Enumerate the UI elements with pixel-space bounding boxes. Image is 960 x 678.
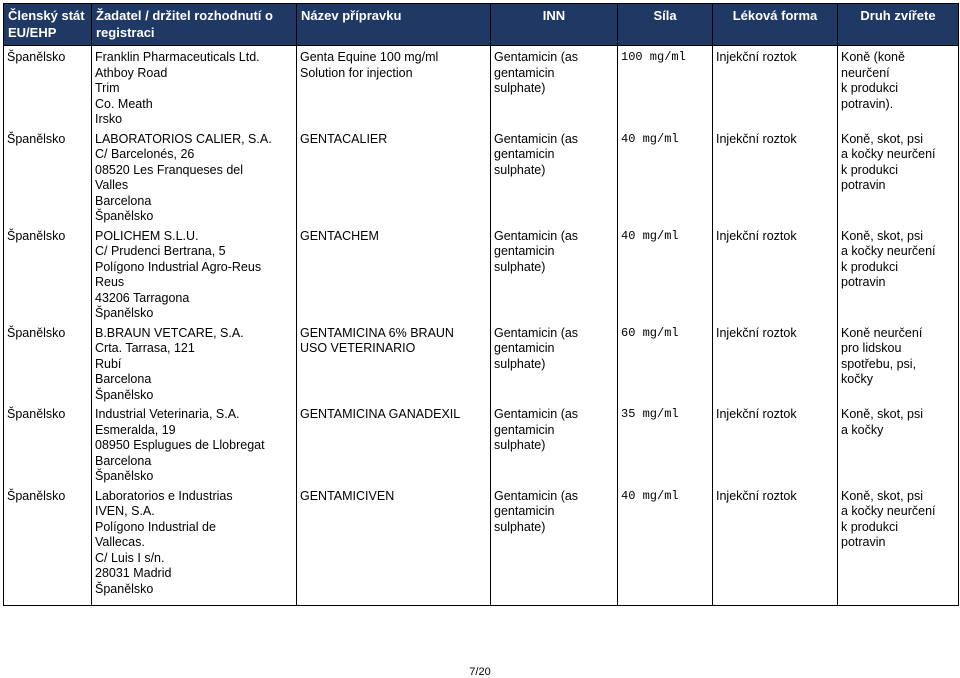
- cell-inn: Gentamicin (as gentamicin sulphate): [491, 227, 618, 324]
- cell-product-name: GENTAMICIVEN: [297, 487, 491, 606]
- cell-holder: POLICHEM S.L.U. C/ Prudenci Bertrana, 5 Polígono Industrial Agro-Reus Reus 43206 Tarragona Španělsko: [92, 227, 297, 324]
- header-strength: Síla: [618, 4, 713, 46]
- cell-holder: LABORATORIOS CALIER, S.A. C/ Barcelonés, 26 08520 Les Franqueses del Valles Barcelona Španělsko: [92, 130, 297, 227]
- cell-product-name: GENTAMICINA 6% BRAUN USO VETERINARIO: [297, 324, 491, 406]
- cell-country: Španělsko: [4, 227, 92, 324]
- cell-form: Injekční roztok: [713, 487, 838, 606]
- cell-strength: 60 mg/ml: [618, 324, 713, 406]
- header-inn: INN: [491, 4, 618, 46]
- header-product-name: Název přípravku: [297, 4, 491, 46]
- cell-strength: 40 mg/ml: [618, 227, 713, 324]
- cell-species: Koně, skot, psi a kočky neurčení k produkci potravin: [838, 227, 959, 324]
- cell-species: Koně neurčení pro lidskou spotřebu, psi, kočky: [838, 324, 959, 406]
- cell-product-name: GENTAMICINA GANADEXIL: [297, 405, 491, 487]
- cell-inn: Gentamicin (as gentamicin sulphate): [491, 487, 618, 606]
- header-holder: Žadatel / držitel rozhodnutí o registraci: [92, 4, 297, 46]
- cell-product-name: Genta Equine 100 mg/ml Solution for injection: [297, 46, 491, 130]
- cell-form: Injekční roztok: [713, 227, 838, 324]
- cell-strength: 35 mg/ml: [618, 405, 713, 487]
- cell-holder: Laboratorios e Industrias IVEN, S.A. Polígono Industrial de Vallecas. C/ Luis I s/n. 28031 Madrid Španělsko: [92, 487, 297, 606]
- cell-inn: Gentamicin (as gentamicin sulphate): [491, 324, 618, 406]
- table-row: [4, 324, 959, 406]
- table-row: [4, 405, 959, 487]
- cell-country: Španělsko: [4, 46, 92, 130]
- cell-holder: Industrial Veterinaria, S.A. Esmeralda, 19 08950 Esplugues de Llobregat Barcelona Španělsko: [92, 405, 297, 487]
- cell-holder: Franklin Pharmaceuticals Ltd. Athboy Road Trim Co. Meath Irsko: [92, 46, 297, 130]
- header-species: Druh zvířete: [838, 4, 959, 46]
- cell-species: Koně, skot, psi a kočky neurčení k produkci potravin: [838, 487, 959, 606]
- table-row: [4, 487, 959, 606]
- header-row: [4, 4, 959, 46]
- cell-country: Španělsko: [4, 405, 92, 487]
- table-row: [4, 46, 959, 130]
- header-form: Léková forma: [713, 4, 838, 46]
- cell-strength: 40 mg/ml: [618, 487, 713, 606]
- cell-country: Španělsko: [4, 487, 92, 606]
- cell-strength: 40 mg/ml: [618, 130, 713, 227]
- cell-form: Injekční roztok: [713, 46, 838, 130]
- cell-product-name: GENTACHEM: [297, 227, 491, 324]
- cell-species: Koně, skot, psi a kočky neurčení k produkci potravin: [838, 130, 959, 227]
- table-row: [4, 227, 959, 324]
- cell-holder: B.BRAUN VETCARE, S.A. Crta. Tarrasa, 121 Rubí Barcelona Španělsko: [92, 324, 297, 406]
- cell-strength: 100 mg/ml: [618, 46, 713, 130]
- cell-inn: Gentamicin (as gentamicin sulphate): [491, 46, 618, 130]
- cell-inn: Gentamicin (as gentamicin sulphate): [491, 130, 618, 227]
- page-number: 7/20: [469, 666, 491, 678]
- cell-form: Injekční roztok: [713, 405, 838, 487]
- cell-inn: Gentamicin (as gentamicin sulphate): [491, 405, 618, 487]
- registration-table: [3, 3, 959, 606]
- cell-species: Koně (koně neurčení k produkci potravin).: [838, 46, 959, 130]
- cell-product-name: GENTACALIER: [297, 130, 491, 227]
- header-country: Členský stát EU/EHP: [4, 4, 92, 46]
- cell-country: Španělsko: [4, 324, 92, 406]
- cell-species: Koně, skot, psi a kočky: [838, 405, 959, 487]
- cell-country: Španělsko: [4, 130, 92, 227]
- cell-form: Injekční roztok: [713, 130, 838, 227]
- table-row: [4, 130, 959, 227]
- cell-form: Injekční roztok: [713, 324, 838, 406]
